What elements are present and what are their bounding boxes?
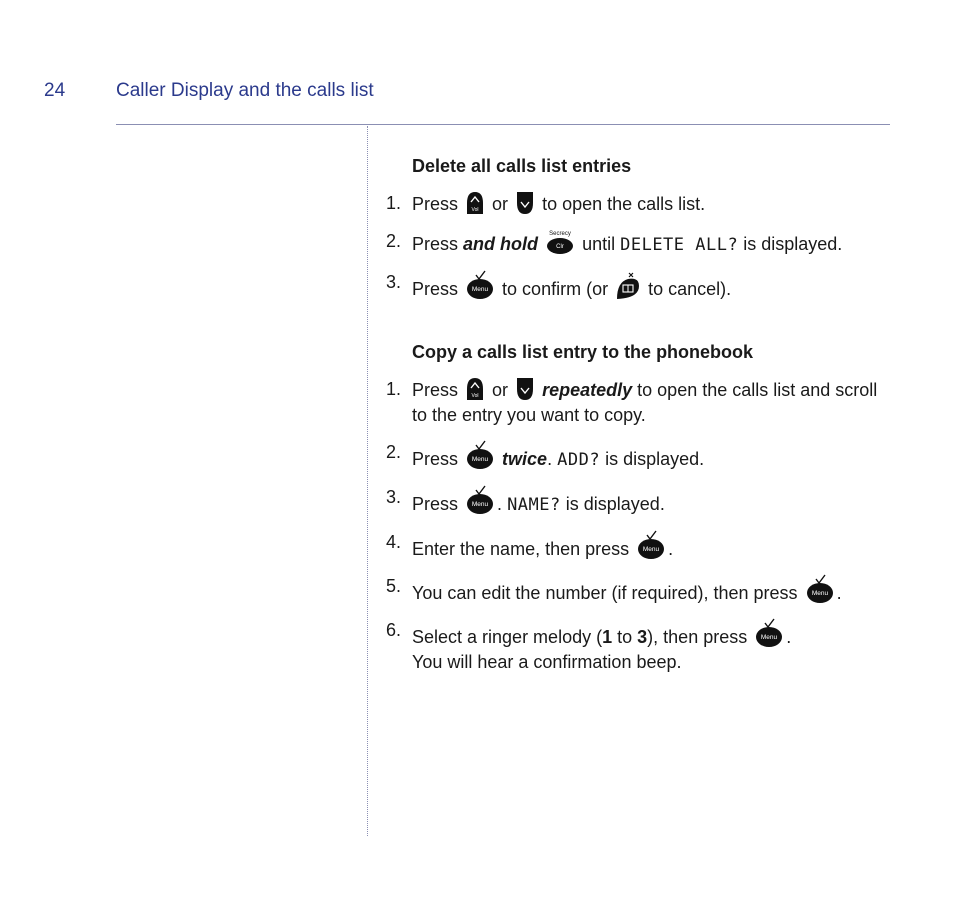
- step-text-part: or: [492, 194, 509, 214]
- phonebook-cancel-key-icon: [615, 272, 641, 300]
- step-text-part: .: [836, 583, 842, 603]
- display-text: DELETE ALL?: [620, 235, 739, 255]
- step-text-part: Press: [412, 380, 459, 400]
- step-text: [412, 377, 890, 428]
- step-text-part: to confirm (or: [502, 279, 609, 299]
- display-text: ADD?: [557, 450, 601, 470]
- step: [386, 618, 890, 675]
- step-text-part: to open the calls list.: [542, 194, 706, 214]
- main-content: [386, 154, 890, 687]
- step-text-part: Press: [412, 234, 459, 254]
- emphasis: and hold: [463, 234, 539, 254]
- step-text-part: Press: [412, 194, 459, 214]
- step-text-part: You can edit the number (if required), then press: [412, 583, 798, 603]
- svg-text:Menu: Menu: [761, 634, 778, 641]
- step-text: [412, 191, 890, 217]
- menu-key-icon: [465, 270, 495, 300]
- step: [386, 485, 890, 518]
- svg-text:Menu: Menu: [643, 546, 660, 553]
- step-text: [412, 574, 890, 606]
- step: [386, 229, 890, 258]
- svg-text:Secrecy: Secrecy: [549, 231, 571, 237]
- step-number: 4.: [386, 532, 402, 552]
- column-divider: [367, 126, 368, 836]
- svg-text:Vol: Vol: [471, 207, 479, 213]
- clear-secrecy-key-icon: [545, 229, 575, 255]
- step-text-part: Press: [412, 279, 459, 299]
- step: [386, 440, 890, 473]
- step-text: [412, 229, 890, 258]
- step-text-part: .: [547, 449, 553, 469]
- section-title-copy: Copy a calls list entry to the phonebook: [412, 342, 754, 362]
- step-number: 1.: [386, 193, 402, 213]
- step-text-part: .: [786, 627, 792, 647]
- page-number: 24: [44, 80, 66, 101]
- up-vol-key-icon: [465, 377, 485, 401]
- step-number: 6.: [386, 620, 402, 640]
- step-text-part: is displayed.: [565, 494, 665, 514]
- down-key-icon: [515, 377, 535, 401]
- step-text-part: to: [617, 627, 633, 647]
- step-text-part: or: [492, 380, 509, 400]
- copy-steps-list: [386, 377, 890, 675]
- step: [386, 191, 890, 217]
- step: [386, 574, 890, 606]
- step: [386, 270, 890, 302]
- step-text-part: to open the calls list and scroll to the entry you want to copy.: [412, 380, 878, 425]
- menu-key-icon: [636, 530, 666, 560]
- step-number: 2.: [386, 231, 402, 251]
- svg-text:Menu: Menu: [471, 286, 489, 293]
- step-text-part: Press: [412, 494, 459, 514]
- strong-text: 3: [637, 627, 648, 647]
- step-text-part: is displayed.: [605, 449, 705, 469]
- step-number: 2.: [386, 442, 402, 462]
- step-text-part: Press: [412, 449, 459, 469]
- display-text: NAME?: [507, 495, 561, 515]
- up-vol-key-icon: [465, 191, 485, 215]
- step-text: [412, 440, 890, 473]
- svg-text:Menu: Menu: [471, 456, 489, 463]
- step-number: 5.: [386, 576, 402, 596]
- svg-text:Menu: Menu: [811, 590, 828, 597]
- delete-steps-list: [386, 191, 890, 302]
- step: [386, 377, 890, 428]
- step: [386, 530, 890, 562]
- menu-key-icon: [465, 485, 495, 515]
- menu-key-icon: [465, 440, 495, 470]
- step-text: [412, 618, 890, 675]
- step-number: 3.: [386, 487, 402, 507]
- step-text-part: You will hear a confirmation beep.: [412, 652, 682, 672]
- svg-text:Clr: Clr: [556, 244, 564, 250]
- emphasis: twice: [502, 449, 548, 469]
- section-title-delete: Delete all calls list entries: [412, 156, 632, 176]
- step-text-part: .: [668, 539, 674, 559]
- step-text: [412, 270, 890, 302]
- step-text-part: until: [582, 234, 616, 254]
- step-number: 3.: [386, 272, 402, 292]
- menu-key-icon: [805, 574, 835, 604]
- step-text: [412, 485, 890, 518]
- step-text: [412, 530, 890, 562]
- step-text-part: to cancel).: [648, 279, 732, 299]
- step-text-part: is displayed.: [743, 234, 843, 254]
- step-text-part: Enter the name, then press: [412, 539, 630, 559]
- svg-text:Menu: Menu: [471, 501, 489, 508]
- header-rule: [116, 124, 890, 125]
- emphasis: repeatedly: [542, 380, 633, 400]
- step-text-part: ), then press: [647, 627, 748, 647]
- strong-text: 1: [602, 627, 613, 647]
- step-number: 1.: [386, 379, 402, 399]
- svg-text:Vol: Vol: [471, 393, 479, 399]
- step-text-part: Select a ringer melody (: [412, 627, 603, 647]
- menu-key-icon: [754, 618, 784, 648]
- running-header: Caller Display and the calls list: [116, 80, 374, 101]
- down-key-icon: [515, 191, 535, 215]
- step-text-part: .: [497, 494, 503, 514]
